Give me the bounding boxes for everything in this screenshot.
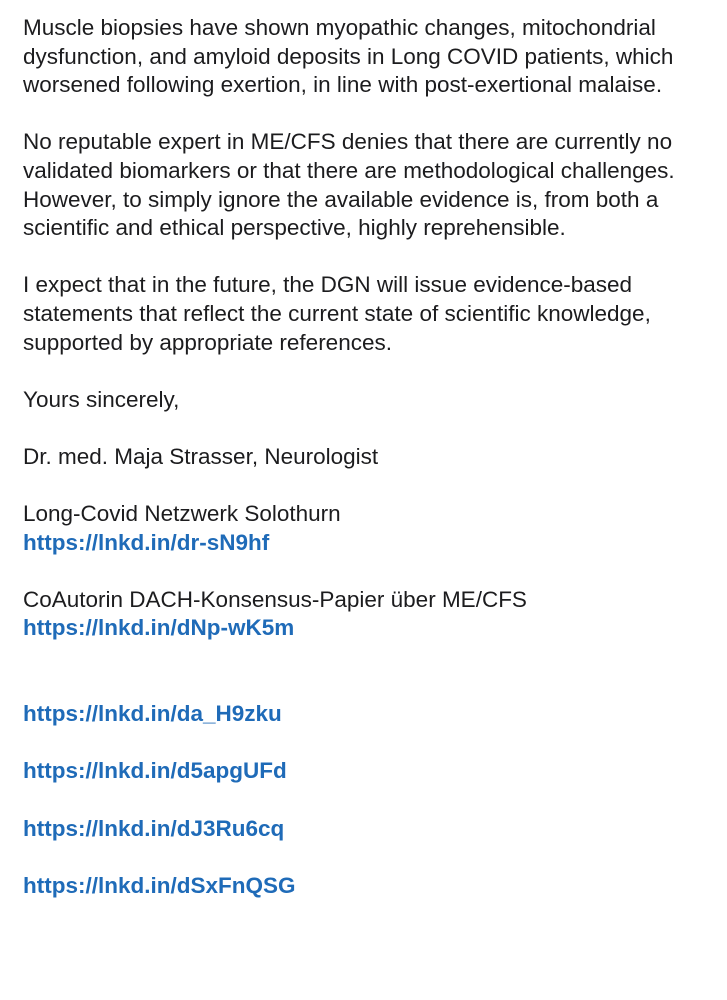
paragraph-biomarkers: No reputable expert in ME/CFS denies that there are currently no validated biomarkers or that there are methodological challenges. However, to simply ignore the available evidence is, from both a scientific and ethical perspective, highly reprehensible.: [23, 129, 675, 241]
affiliation-block-dach: [23, 586, 713, 643]
reference-link[interactable]: https://lnkd.in/d5apgUFd: [23, 758, 287, 784]
affiliation-block-solothurn: [23, 500, 713, 557]
letter-body: [23, 14, 713, 900]
signature-line: Dr. med. Maja Strasser, Neurologist: [23, 443, 379, 469]
reference-link[interactable]: https://lnkd.in/dSxFnQSG: [23, 872, 296, 898]
affiliation-link[interactable]: https://lnkd.in/dr-sN9hf: [23, 529, 270, 555]
affiliation-link[interactable]: https://lnkd.in/dNp-wK5m: [23, 615, 295, 641]
paragraph-dgn-expectation: I expect that in the future, the DGN will issue evidence-based statements that reflect the current state of scientific knowledge, supported by appropriate references.: [23, 272, 651, 355]
spacer: [23, 643, 713, 700]
paragraph-muscle-biopsies: Muscle biopsies have shown myopathic changes, mitochondrial dysfunction, and amyloid deposits in Long COVID patients, which worsened following exertion, in line with post-exertional malaise.: [23, 15, 674, 98]
reference-links: [23, 700, 713, 900]
reference-link[interactable]: https://lnkd.in/dJ3Ru6cq: [23, 815, 285, 841]
affiliation-label: Long-Covid Netzwerk Solothurn: [23, 501, 341, 527]
reference-link[interactable]: https://lnkd.in/da_H9zku: [23, 701, 282, 727]
closing-salutation: Yours sincerely,: [23, 386, 180, 412]
affiliation-label: CoAutorin DACH-Konsensus-Papier über ME/CFS: [23, 586, 527, 612]
